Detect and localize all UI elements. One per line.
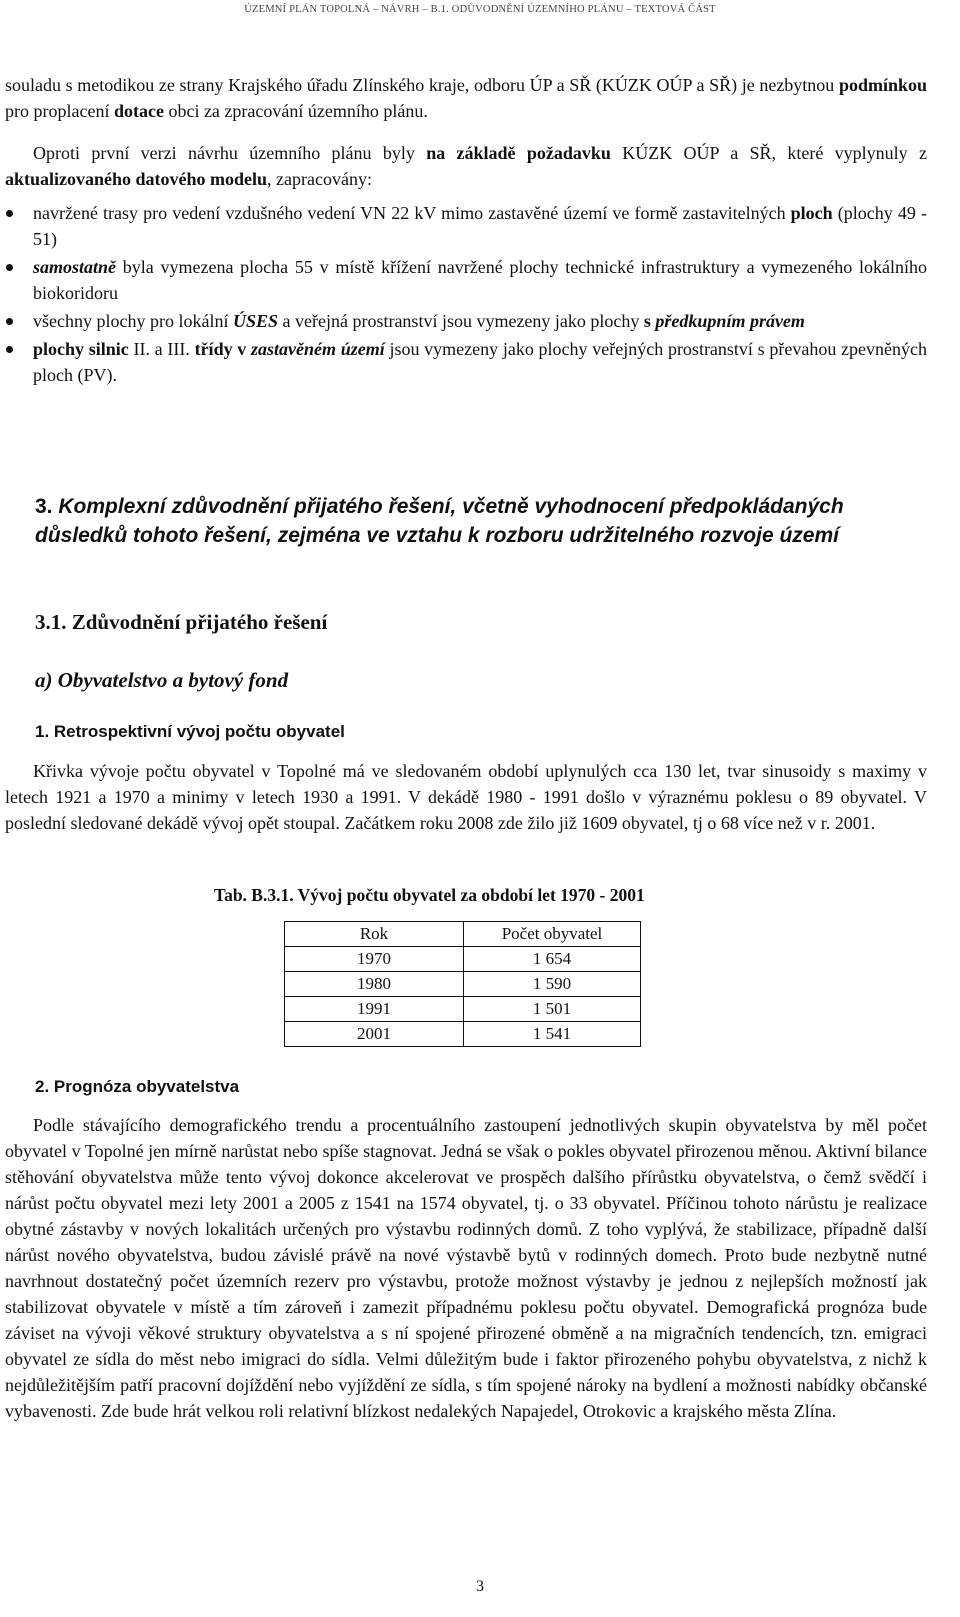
- section-title: Komplexní zdůvodnění přijatého řešení, včetně vyhodnocení předpokládaných důsledků tohoto řešení, zejména ve vztahu k rozboru udržitelného rozvoje území: [35, 495, 844, 547]
- section-number: 3.: [35, 495, 59, 518]
- bold-span: ploch: [790, 203, 833, 223]
- cell-year: 2001: [285, 1022, 464, 1047]
- text-span: všechny plochy pro lokální: [33, 311, 233, 331]
- cell-count: 1 590: [464, 972, 641, 997]
- bold-span: v: [232, 339, 252, 359]
- list-item: [0, 200, 927, 252]
- table-row: [285, 947, 641, 972]
- text-span: Oproti první verzi návrhu územního plánu byly: [33, 143, 427, 163]
- bold-span: třídy: [194, 339, 233, 359]
- section-3-1-heading: 3.1. Zdůvodnění přijatého řešení: [35, 610, 328, 634]
- cell-year: 1980: [285, 972, 464, 997]
- bold-podminkou: podmínkou: [838, 75, 927, 95]
- table-row: [285, 1022, 641, 1047]
- text-span: jsou vymezeny jako plochy veřejných prostranství s převahou zpevněných ploch (PV).: [33, 339, 928, 385]
- heading-prognoza: 2. Prognóza obyvatelstva: [35, 1077, 240, 1096]
- bold-dotace: dotace: [113, 101, 164, 121]
- bold-italic-span: předkupním právem: [655, 311, 805, 331]
- table-header-row: [285, 922, 641, 947]
- bullet-icon: [6, 264, 13, 271]
- text-span: pro proplacení: [5, 101, 114, 121]
- cell-count: 1 654: [464, 947, 641, 972]
- paragraph-oproti: [5, 140, 927, 192]
- text-span: (plochy 49 - 51): [33, 203, 927, 249]
- bold-italic-span: samostatně: [33, 257, 117, 277]
- bold-datovy-model: aktualizovaného datového modelu: [5, 169, 268, 189]
- cell-year: 1970: [285, 947, 464, 972]
- bold-italic-span: zastavěném území: [251, 339, 385, 359]
- page-number: 3: [476, 1578, 484, 1595]
- changes-list: [0, 200, 927, 390]
- text-span: , zapracovány:: [267, 169, 372, 189]
- header-rok: Rok: [285, 922, 464, 947]
- cell-count: 1 501: [464, 997, 641, 1022]
- table-row: [285, 997, 641, 1022]
- bullet-icon: [6, 318, 13, 325]
- bold-span: s: [643, 311, 656, 331]
- bold-span: plochy silnic: [33, 339, 129, 359]
- table-caption: Tab. B.3.1. Vývoj počtu obyvatel za období let 1970 - 2001: [214, 885, 645, 905]
- table-row: [285, 972, 641, 997]
- text-span: KÚZK OÚP a SŘ, které vyplynuly z: [610, 143, 927, 163]
- section-3-heading: [35, 492, 935, 550]
- text-span: byla vymezena plocha 55 v místě křížení navržené plochy technické infrastruktury a vymezeného lokálního biokoridoru: [33, 257, 927, 303]
- cell-count: 1 541: [464, 1022, 641, 1047]
- text-span: souladu s metodikou ze strany Krajského úřadu Zlínského kraje, odboru ÚP a SŘ (KÚZK OÚP a SŘ) je nezbytnou: [5, 75, 839, 95]
- text-span: navržené trasy pro vedení vzdušného vedení VN 22 kV mimo zastavěné území ve formě zastavitelných: [33, 203, 791, 223]
- bold-italic-span: ÚSES: [232, 311, 278, 331]
- header-pocet: Počet obyvatel: [464, 922, 641, 947]
- paragraph-krivka: Křivka vývoje počtu obyvatel v Topolné má ve sledovaném období uplynulých cca 130 let, tvar sinusoidy s maximy v letech 1921 a 1970 a minimy v letech 1930 a 1991. V dekádě 1980 - 1991 došlo v výraznému poklesu o 89 obyvatel. V poslední sledované dekádě vývoj opět stoupal. Začátkem roku 2008 zde žilo již 1609 obyvatel, tj o 68 více než v r. 2001.: [5, 761, 927, 833]
- text-span: II. a III.: [128, 339, 195, 359]
- cell-year: 1991: [285, 997, 464, 1022]
- paragraph-podle: Podle stávajícího demografického trendu a procentuálního zastoupení jednotlivých skupin obyvatelstva by měl počet obyvatel v Topolné jen mírně narůstat nebo spíše stagnovat. Jedná se však o pokles obyvatel přirozenou měnou. Aktivní bilance stěhování obyvatelstva může tento vývoj dokonce akcelerovat ve prospěch dalšího přírůstku obyvatelstva, o čemž svědčí i nárůst počtu obyvatel mezi lety 2001 a 2005 z 1541 na 1574 obyvatel, tj. o 33 obyvatel. Příčinou tohoto nárůstu je realizace obytné zástavby v nových lokalitách určených pro výstavbu rodinných domů. Z toho vyplývá, že stabilizace, případně další nárůst nového obyvatelstva, budou závislé právě na nové výstavbě bytů v rodinných domech. Proto bude nezbytně nutné navrhnout dostatečný počet územních rezerv pro výstavbu, protože možnost výstavby je jednou z nejlepších možností jak stabilizovat obyvatele v místě a tím zároveň i zamezit případnému poklesu počtu obyvatel. Demografická prognóza bude záviset na vývoji věkové struktury obyvatelstva a s ní spojené přirozené obměně a na migračních tendencích, tzn. emigraci obyvatel ze sídla do měst nebo imigraci do sídla. Velmi důležitým bude i faktor přirozeného pohybu obyvatelstva, z nichž k nejdůležitějším patří pracovní dojíždění nebo vyjíždění ze sídla, s tím spojené nároky na bydlení a možnosti nabídky občanské vybavenosti. Zde bude hrát velkou roli relativní blízkost nedalekých Napajedel, Otrokovic a krajského města Zlína.: [5, 1115, 927, 1421]
- population-table: [284, 921, 641, 1047]
- paragraph-souladu: [5, 72, 927, 124]
- bullet-icon: [6, 346, 13, 353]
- bold-pozadavek: na základě požadavku: [426, 143, 611, 163]
- list-item: [0, 308, 927, 334]
- heading-retrospektivni: 1. Retrospektivní vývoj počtu obyvatel: [35, 722, 345, 741]
- running-header: ÚZEMNÍ PLÁN TOPOLNÁ – NÁVRH – B.1. ODŮVODNĚNÍ ÚZEMNÍHO PLÁNU – TEXTOVÁ ČÁST: [244, 4, 716, 15]
- bullet-icon: [6, 210, 13, 217]
- list-item: [0, 336, 927, 388]
- subsection-a-heading: a) Obyvatelstvo a bytový fond: [35, 668, 289, 692]
- text-span: a veřejná prostranství jsou vymezeny jako plochy: [278, 311, 644, 331]
- text-span: obci za zpracování územního plánu.: [163, 101, 428, 121]
- list-item: [0, 254, 927, 306]
